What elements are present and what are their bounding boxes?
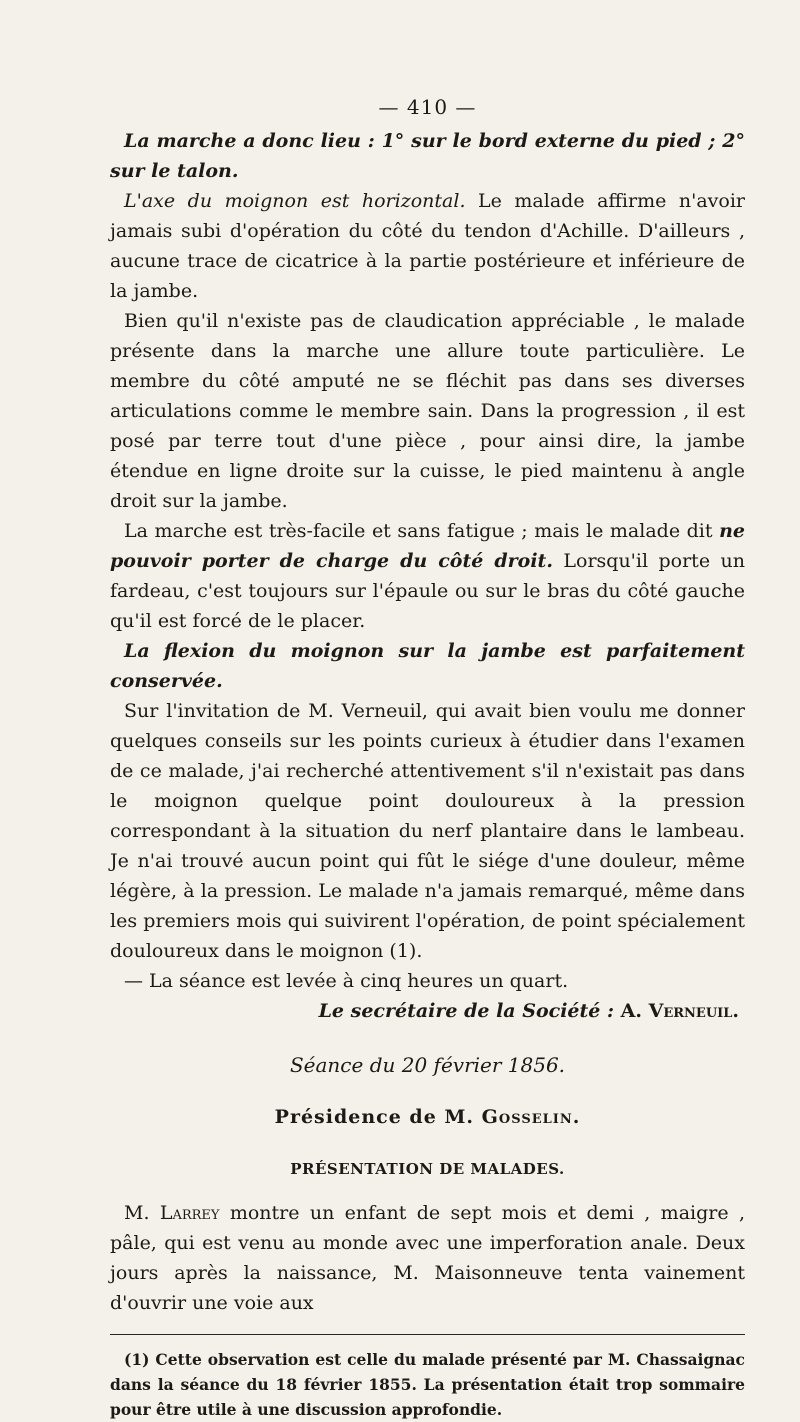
signature-label: Le secrétaire de la Société : [318, 1000, 621, 1022]
italic-phrase: ne pouvoir porter de charge du côté droit. [110, 520, 745, 572]
footnote: (1) Cette observation est celle du malade présenté par M. Chassaignac dans la séance du 18 février 1855. La présentation était trop sommaire pour être utile à une discussion approfondie. [110, 1350, 745, 1419]
paragraph-larrey [110, 1198, 745, 1318]
paragraph-seance-levee: — La séance est levée à cinq heures un quart. [124, 970, 569, 992]
italic-lead: L'axe du moignon est horizontal. [124, 190, 466, 212]
presidence-name: Gosselin. [481, 1106, 581, 1128]
signature [110, 996, 745, 1026]
paragraph-claudication: Bien qu'il n'existe pas de claudication appréciable , le malade présente dans la marche une allure toute particulière. Le membre du côté amputé ne se fléchit pas dans ses diverses articulations comme le membre sain. Dans la progression , il est posé par terre tout d'une pièce , pour ainsi dire, la jambe étendue en ligne droite sur la cuisse, le pied maintenu à angle droit sur la jambe. [110, 310, 745, 512]
paragraph-text: montre un enfant de sept mois et demi , maigre , pâle, qui est venu au monde avec une imperforation anale. Deux jours après la naissance, M. Maisonneuve tenta vainement d'ouvrir une voie aux [110, 1202, 745, 1314]
paragraph-text: La marche est très-facile et sans fatigue ; mais le malade dit [124, 520, 720, 542]
paragraph-text: Lorsqu'il porte un fardeau, c'est toujours sur l'épaule ou sur le bras du côté gauche qu'il est forcé de le placer. [110, 550, 745, 632]
paragraph-text: Le malade affirme n'avoir jamais subi d'opération du côté du tendon d'Achille. D'ailleurs , aucune trace de cicatrice à la partie postérieure et inférieure de la jambe. [110, 190, 745, 302]
paragraph-flexion: La flexion du moignon sur la jambe est parfaitement conservée. [110, 640, 745, 692]
larrey-name: Larrey [159, 1202, 220, 1224]
presidence-heading [110, 1102, 745, 1132]
presidence-label: Présidence de M. [274, 1106, 482, 1128]
paragraph-marche: La marche a donc lieu : 1° sur le bord externe du pied ; 2° sur le talon. [110, 130, 745, 182]
page-number: — 410 — [378, 95, 477, 119]
larrey-prefix: M. [124, 1202, 160, 1224]
signature-name: A. Verneuil. [620, 1000, 739, 1022]
session-heading: Séance du 20 février 1856. [289, 1053, 566, 1077]
paragraph-fatigue [110, 516, 745, 636]
paragraph-axe [110, 186, 745, 306]
paragraph-verneuil: Sur l'invitation de M. Verneuil, qui avait bien voulu me donner quelques conseils sur les points curieux à étudier dans l'examen de ce malade, j'ai recherché attentivement s'il n'existait pas dans le moignon quelque point douloureux à la pression correspondant à la situation du nerf plantaire dans le lambeau. Je n'ai trouvé aucun point qui fût le siége d'une douleur, même légère, à la pression. Le malade n'a jamais remarqué, même dans les premiers mois qui suivirent l'opération, de point spécialement douloureux dans le moignon (1). [110, 700, 745, 962]
document-page [110, 92, 745, 1422]
footnote-divider [110, 1334, 745, 1335]
section-title: PRÉSENTATION DE MALADES. [290, 1160, 565, 1178]
